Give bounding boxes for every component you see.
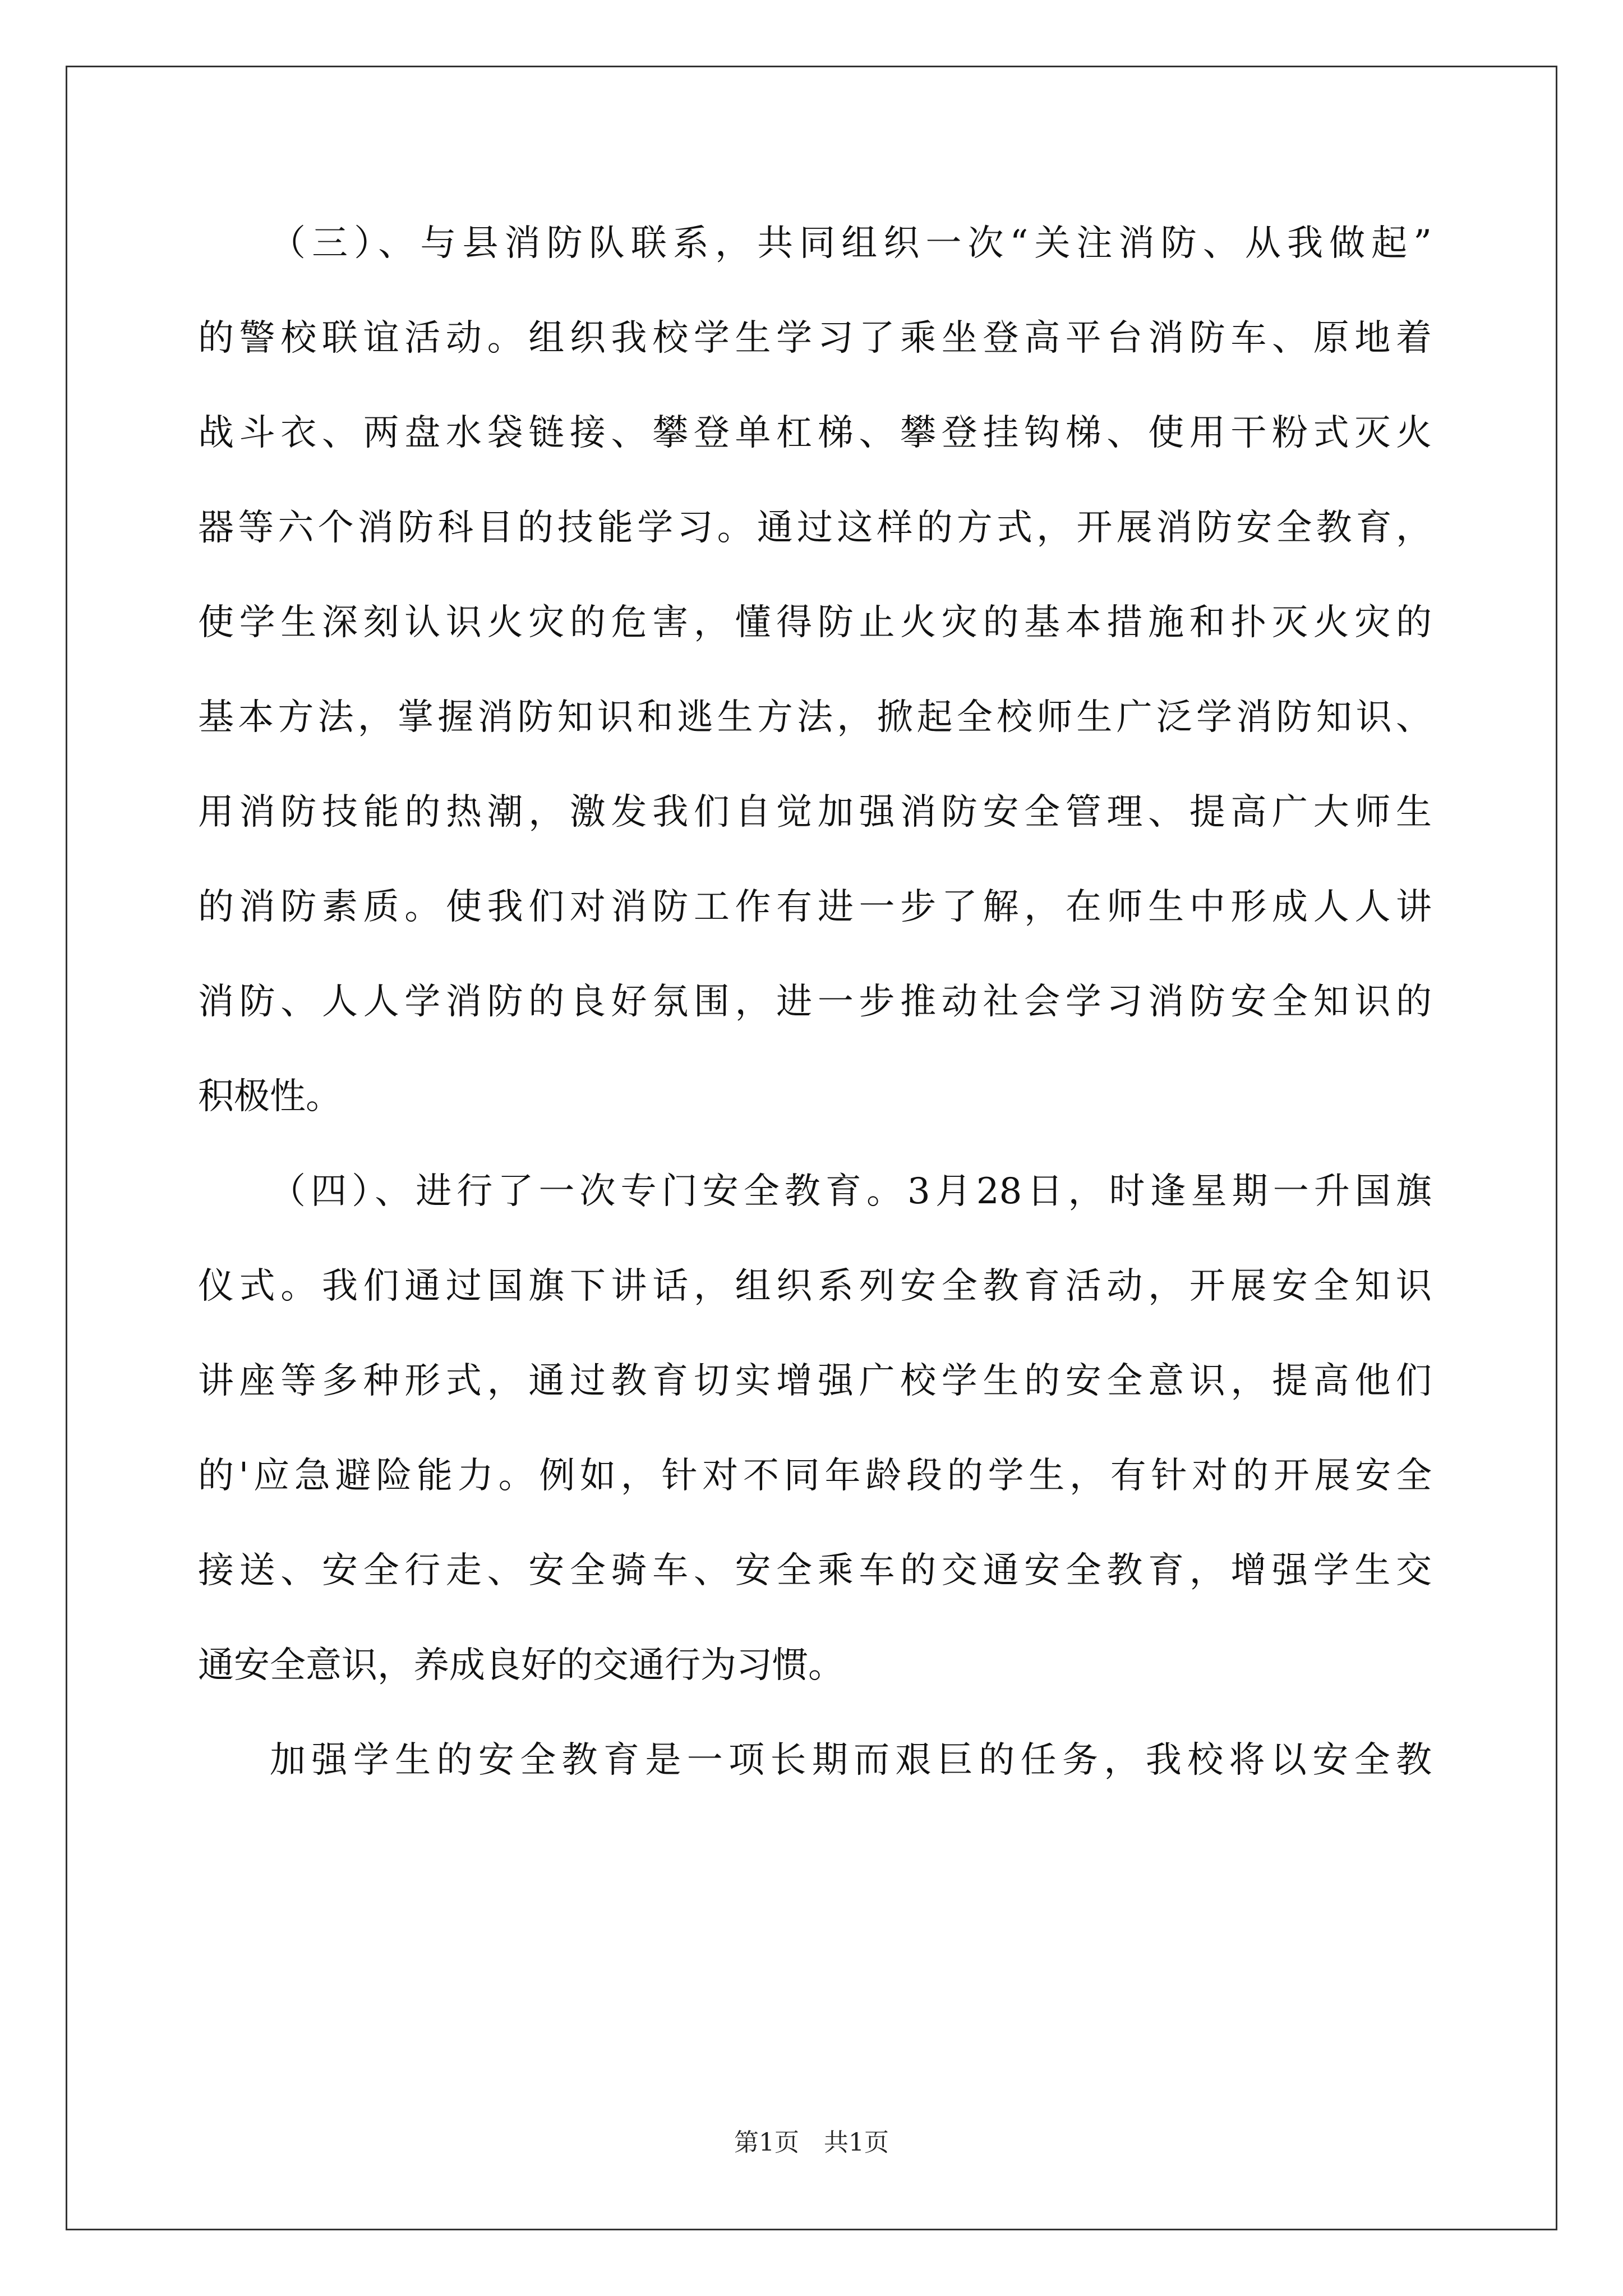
paragraph-line: 通安全意识，养成良好的交通行为习惯。 xyxy=(198,1645,844,1686)
paragraph-line: 加强学生的安全教育是一项长期而艰巨的任务，我校将以安全教 xyxy=(270,1740,1432,1781)
paragraph-line: 积极性。 xyxy=(198,1076,342,1117)
paragraph-line: 的'应急避险能力。例如，针对不同年龄段的学生，有针对的开展安全 xyxy=(198,1455,1432,1497)
document-body xyxy=(198,196,1432,1808)
paragraph-line: 的消防素质。使我们对消防工作有进一步了解，在师生中形成人人讲 xyxy=(198,886,1432,928)
paragraph-line: 器等六个消防科目的技能学习。通过这样的方式，开展消防安全教育， xyxy=(198,507,1432,549)
paragraph-line: （四）、进行了一次专门安全教育。3月28日，时逢星期一升国旗 xyxy=(270,1171,1432,1212)
paragraph-line: 用消防技能的热潮，激发我们自觉加强消防安全管理、提高广大师生 xyxy=(198,792,1432,833)
paragraph-line: 的警校联谊活动。组织我校学生学习了乘坐登高平台消防车、原地着 xyxy=(198,318,1432,359)
paragraph-line: 接送、安全行走、安全骑车、安全乘车的交通安全教育，增强学生交 xyxy=(198,1550,1432,1591)
paragraph-line: 基本方法，掌握消防知识和逃生方法，掀起全校师生广泛学消防知识、 xyxy=(198,697,1432,738)
paragraph-line: 使学生深刻认识火灾的危害，懂得防止火灾的基本措施和扑灭火灾的 xyxy=(198,602,1432,643)
page-number-footer: 第1页 共1页 xyxy=(734,2128,889,2157)
paragraph-line: 仪式。我们通过国旗下讲话，组织系列安全教育活动，开展安全知识 xyxy=(198,1266,1432,1307)
paragraph-line: （三）、与县消防队联系，共同组织一次“关注消防、从我做起” xyxy=(270,223,1432,264)
paragraph-line: 讲座等多种形式，通过教育切实增强广校学生的安全意识，提高他们 xyxy=(198,1360,1432,1402)
paragraph-line: 消防、人人学消防的良好氛围，进一步推动社会学习消防安全知识的 xyxy=(198,981,1432,1023)
paragraph-line: 战斗衣、两盘水袋链接、攀登单杠梯、攀登挂钩梯、使用干粉式灭火 xyxy=(198,412,1432,454)
